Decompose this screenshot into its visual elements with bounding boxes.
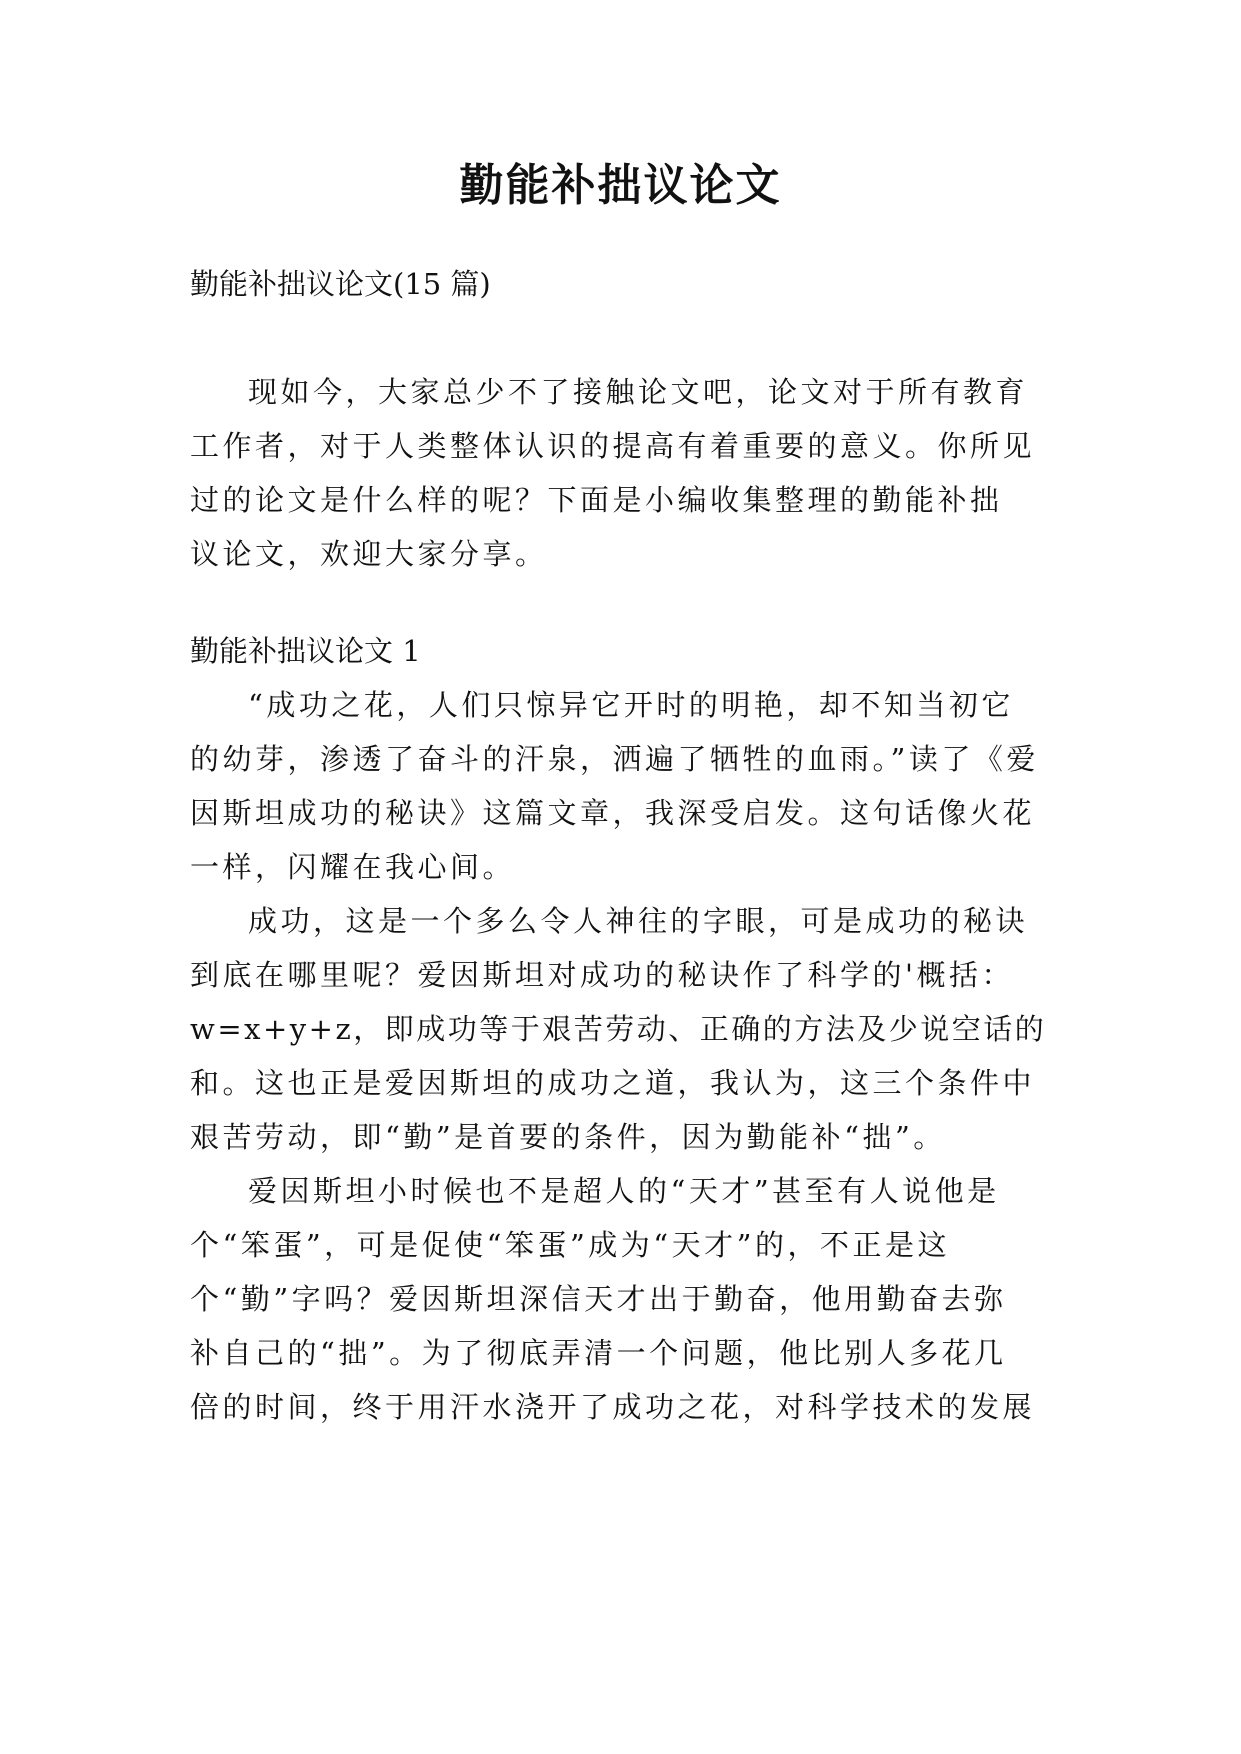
body-line: 和。这也正是爱因斯坦的成功之道，我认为，这三个条件中	[190, 1066, 1036, 1100]
body-line: 补自己的“拙”。为了彻底弄清一个问题，他比别人多花几	[190, 1336, 1007, 1370]
body-line: 的幼芽，渗透了奋斗的汗泉，洒遍了牺牲的血雨。”读了《爱	[190, 742, 1039, 776]
body-line: 因斯坦成功的秘诀》这篇文章，我深受启发。这句话像火花	[190, 796, 1036, 830]
intro-line: 现如今，大家总少不了接触论文吧，论文对于所有教育	[248, 375, 1029, 409]
body-line: 个“笨蛋”，可是促使“笨蛋”成为“天才”的，不正是这	[190, 1228, 950, 1262]
intro-line: 过的论文是什么样的呢？下面是小编收集整理的勤能补拙	[190, 483, 1003, 517]
body-line: 个“勤”字吗？爱因斯坦深信天才出于勤奋，他用勤奋去弥	[190, 1282, 1007, 1316]
intro-line: 议论文，欢迎大家分享。	[190, 537, 548, 571]
body-line: 倍的时间，终于用汗水浇开了成功之花，对科学技术的发展	[190, 1390, 1036, 1424]
body-line: 一样，闪耀在我心间。	[190, 850, 516, 884]
body-line: 到底在哪里呢？爱因斯坦对成功的秘诀作了科学的'概括：	[190, 958, 1014, 992]
body-line: 成功，这是一个多么令人神往的字眼，可是成功的秘诀	[248, 904, 1029, 938]
document-title: 勤能补拙议论文	[459, 160, 782, 211]
intro-line: 工作者，对于人类整体认识的提高有着重要的意义。你所见	[190, 429, 1036, 463]
body-line: “成功之花，人们只惊异它开时的明艳，却不知当初它	[248, 688, 1014, 722]
document-subtitle: 勤能补拙议论文(15 篇)	[190, 267, 491, 301]
section-heading: 勤能补拙议论文 1	[190, 634, 421, 668]
body-line: 爱因斯坦小时候也不是超人的“天才”甚至有人说他是	[248, 1174, 1000, 1208]
body-line: 艰苦劳动，即“勤”是首要的条件，因为勤能补“拙”。	[190, 1120, 946, 1154]
body-line: w=x+y+z，即成功等于艰苦劳动、正确的方法及少说空话的	[190, 1012, 1047, 1046]
